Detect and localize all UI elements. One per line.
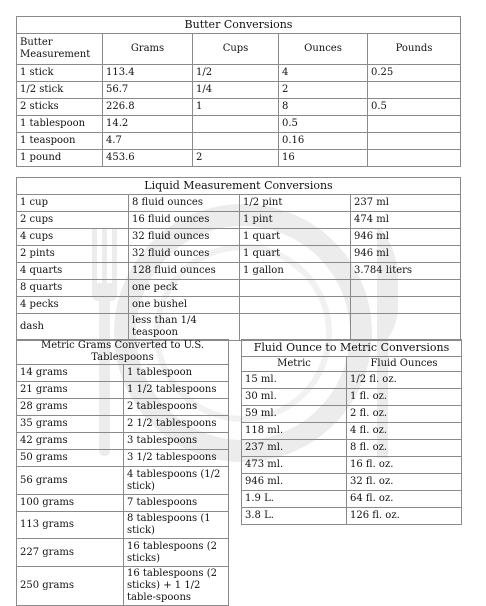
table-cell: 4 tablespoons (1/2 stick) [124, 467, 229, 495]
table-cell: 2 cups [17, 212, 129, 229]
table-cell [368, 133, 461, 150]
table-cell: 946 ml. [242, 474, 347, 491]
table-cell: 1.9 L. [242, 491, 347, 508]
column-header: Cups [193, 34, 279, 65]
table-cell: 8 fl. oz. [347, 440, 462, 457]
table-cell [240, 297, 351, 314]
column-header: Butter Measurement [17, 34, 103, 65]
table-cell [240, 280, 351, 297]
table-row [242, 372, 462, 389]
table-cell: 474 ml [351, 212, 461, 229]
table-row [17, 229, 461, 246]
table-cell: 15 ml. [242, 372, 347, 389]
table-row [17, 365, 229, 382]
table-cell: 3.8 L. [242, 508, 347, 525]
table-cell: 14 grams [17, 365, 124, 382]
table-cell: 2 fl. oz. [347, 406, 462, 423]
table-cell: 113 grams [17, 512, 124, 539]
table-cell: 2 [193, 150, 279, 167]
table-cell [368, 150, 461, 167]
table-cell: 4.7 [103, 133, 193, 150]
column-header: Ounces [279, 34, 368, 65]
table-cell: 0.25 [368, 65, 461, 82]
table-cell: 2 sticks [17, 99, 103, 116]
table-row [242, 440, 462, 457]
table-cell: 21 grams [17, 382, 124, 399]
table-cell: 8 quarts [17, 280, 129, 297]
table-row [242, 491, 462, 508]
table-cell: 1 1/2 tablespoons [124, 382, 229, 399]
column-header: Pounds [368, 34, 461, 65]
table-cell: 0.5 [368, 99, 461, 116]
table-row [17, 82, 461, 99]
table-row [242, 457, 462, 474]
table-cell: 35 grams [17, 416, 124, 433]
butter-conversions-table [16, 16, 461, 167]
table-title: Fluid Ounce to Metric Conversions [242, 340, 462, 357]
table-cell: 473 ml. [242, 457, 347, 474]
table-cell: 4 quarts [17, 263, 129, 280]
table-cell: 16 tablespoons (2 sticks) + 1 1/2 table-spoons [124, 567, 229, 606]
table-cell: 4 fl. oz. [347, 423, 462, 440]
table-row [17, 314, 461, 341]
table-cell: 32 fluid ounces [129, 246, 240, 263]
table-row [17, 195, 461, 212]
table-cell: 16 [279, 150, 368, 167]
table-cell [368, 82, 461, 99]
table-cell: 59 ml. [242, 406, 347, 423]
table-row [17, 467, 229, 495]
table-cell: 113.4 [103, 65, 193, 82]
column-header: Fluid Ounces [347, 357, 462, 372]
table-row [17, 416, 229, 433]
table-cell: 4 pecks [17, 297, 129, 314]
table-cell: 42 grams [17, 433, 124, 450]
table-cell: 1 tablespoon [124, 365, 229, 382]
table-row [17, 450, 229, 467]
table-cell: 250 grams [17, 567, 124, 606]
table-cell: 3.784 liters [351, 263, 461, 280]
table-row [242, 508, 462, 525]
table-cell: 1 teaspoon [17, 133, 103, 150]
table-row [17, 133, 461, 150]
table-cell: 64 fl. oz. [347, 491, 462, 508]
table-cell [351, 280, 461, 297]
table-cell [193, 116, 279, 133]
table-title: Metric Grams Converted to U.S. Tablespoons [17, 340, 229, 365]
table-row [17, 382, 229, 399]
table-cell: 2 [279, 82, 368, 99]
column-header: Metric [242, 357, 347, 372]
table-cell: 1/2 fl. oz. [347, 372, 462, 389]
table-cell: one peck [129, 280, 240, 297]
table-cell: 1 pound [17, 150, 103, 167]
table-cell: 14.2 [103, 116, 193, 133]
table-cell: 3 tablespoons [124, 433, 229, 450]
table-cell: 2 pints [17, 246, 129, 263]
table-row [242, 389, 462, 406]
table-row [242, 406, 462, 423]
table-cell: 453.6 [103, 150, 193, 167]
table-cell: 237 ml. [242, 440, 347, 457]
table-cell: dash [17, 314, 129, 341]
table-cell: 1 quart [240, 229, 351, 246]
table-row [17, 512, 229, 539]
table-row [17, 297, 461, 314]
table-cell: 237 ml [351, 195, 461, 212]
table-row [17, 399, 229, 416]
table-cell: 1 cup [17, 195, 129, 212]
table-cell: 1 tablespoon [17, 116, 103, 133]
table-cell: 0.16 [279, 133, 368, 150]
table-cell: 32 fluid ounces [129, 229, 240, 246]
table-cell: 16 fl. oz. [347, 457, 462, 474]
table-cell: 8 [279, 99, 368, 116]
table-row [17, 263, 461, 280]
table-row [17, 99, 461, 116]
table-cell: 56 grams [17, 467, 124, 495]
table-cell: 1 stick [17, 65, 103, 82]
table-cell: 8 tablespoons (1 stick) [124, 512, 229, 539]
table-cell: 50 grams [17, 450, 124, 467]
metric-grams-table [16, 339, 229, 606]
table-row [17, 150, 461, 167]
table-cell: 946 ml [351, 229, 461, 246]
table-cell: 2 1/2 tablespoons [124, 416, 229, 433]
table-row [17, 495, 229, 512]
table-cell [368, 116, 461, 133]
table-cell: 1/2 [193, 65, 279, 82]
table-cell: 946 ml [351, 246, 461, 263]
table-cell: 1 gallon [240, 263, 351, 280]
table-row [17, 246, 461, 263]
table-cell [240, 314, 351, 341]
table-row [17, 539, 229, 567]
table-cell: one bushel [129, 297, 240, 314]
table-cell: 1/2 pint [240, 195, 351, 212]
table-cell: 227 grams [17, 539, 124, 567]
table-cell: 16 tablespoons (2 sticks) [124, 539, 229, 567]
table-row [17, 280, 461, 297]
table-cell: 1/2 stick [17, 82, 103, 99]
table-cell: 1 fl. oz. [347, 389, 462, 406]
table-row [242, 423, 462, 440]
table-cell [193, 133, 279, 150]
table-cell: 1 [193, 99, 279, 116]
table-cell: 3 1/2 tablespoons [124, 450, 229, 467]
table-cell: 128 fluid ounces [129, 263, 240, 280]
table-row [17, 212, 461, 229]
table-cell: 100 grams [17, 495, 124, 512]
table-row [242, 474, 462, 491]
table-title: Butter Conversions [17, 17, 461, 34]
liquid-measurement-table [16, 177, 461, 341]
table-cell: 28 grams [17, 399, 124, 416]
table-cell: less than 1/4 teaspoon [129, 314, 240, 341]
table-cell: 0.5 [279, 116, 368, 133]
table-cell: 226.8 [103, 99, 193, 116]
table-cell: 2 tablespoons [124, 399, 229, 416]
table-cell: 32 fl. oz. [347, 474, 462, 491]
table-cell: 1 pint [240, 212, 351, 229]
table-cell: 7 tablespoons [124, 495, 229, 512]
table-cell: 126 fl. oz. [347, 508, 462, 525]
table-title: Liquid Measurement Conversions [17, 178, 461, 195]
column-header: Grams [103, 34, 193, 65]
table-cell: 1 quart [240, 246, 351, 263]
table-row [17, 65, 461, 82]
table-cell [351, 314, 461, 341]
table-cell: 16 fluid ounces [129, 212, 240, 229]
table-row [17, 116, 461, 133]
table-cell: 4 cups [17, 229, 129, 246]
table-cell [351, 297, 461, 314]
table-row [17, 433, 229, 450]
fluid-ounce-metric-table [241, 339, 462, 525]
table-cell: 8 fluid ounces [129, 195, 240, 212]
table-cell: 118 ml. [242, 423, 347, 440]
table-cell: 4 [279, 65, 368, 82]
table-cell: 30 ml. [242, 389, 347, 406]
table-cell: 56.7 [103, 82, 193, 99]
table-cell: 1/4 [193, 82, 279, 99]
